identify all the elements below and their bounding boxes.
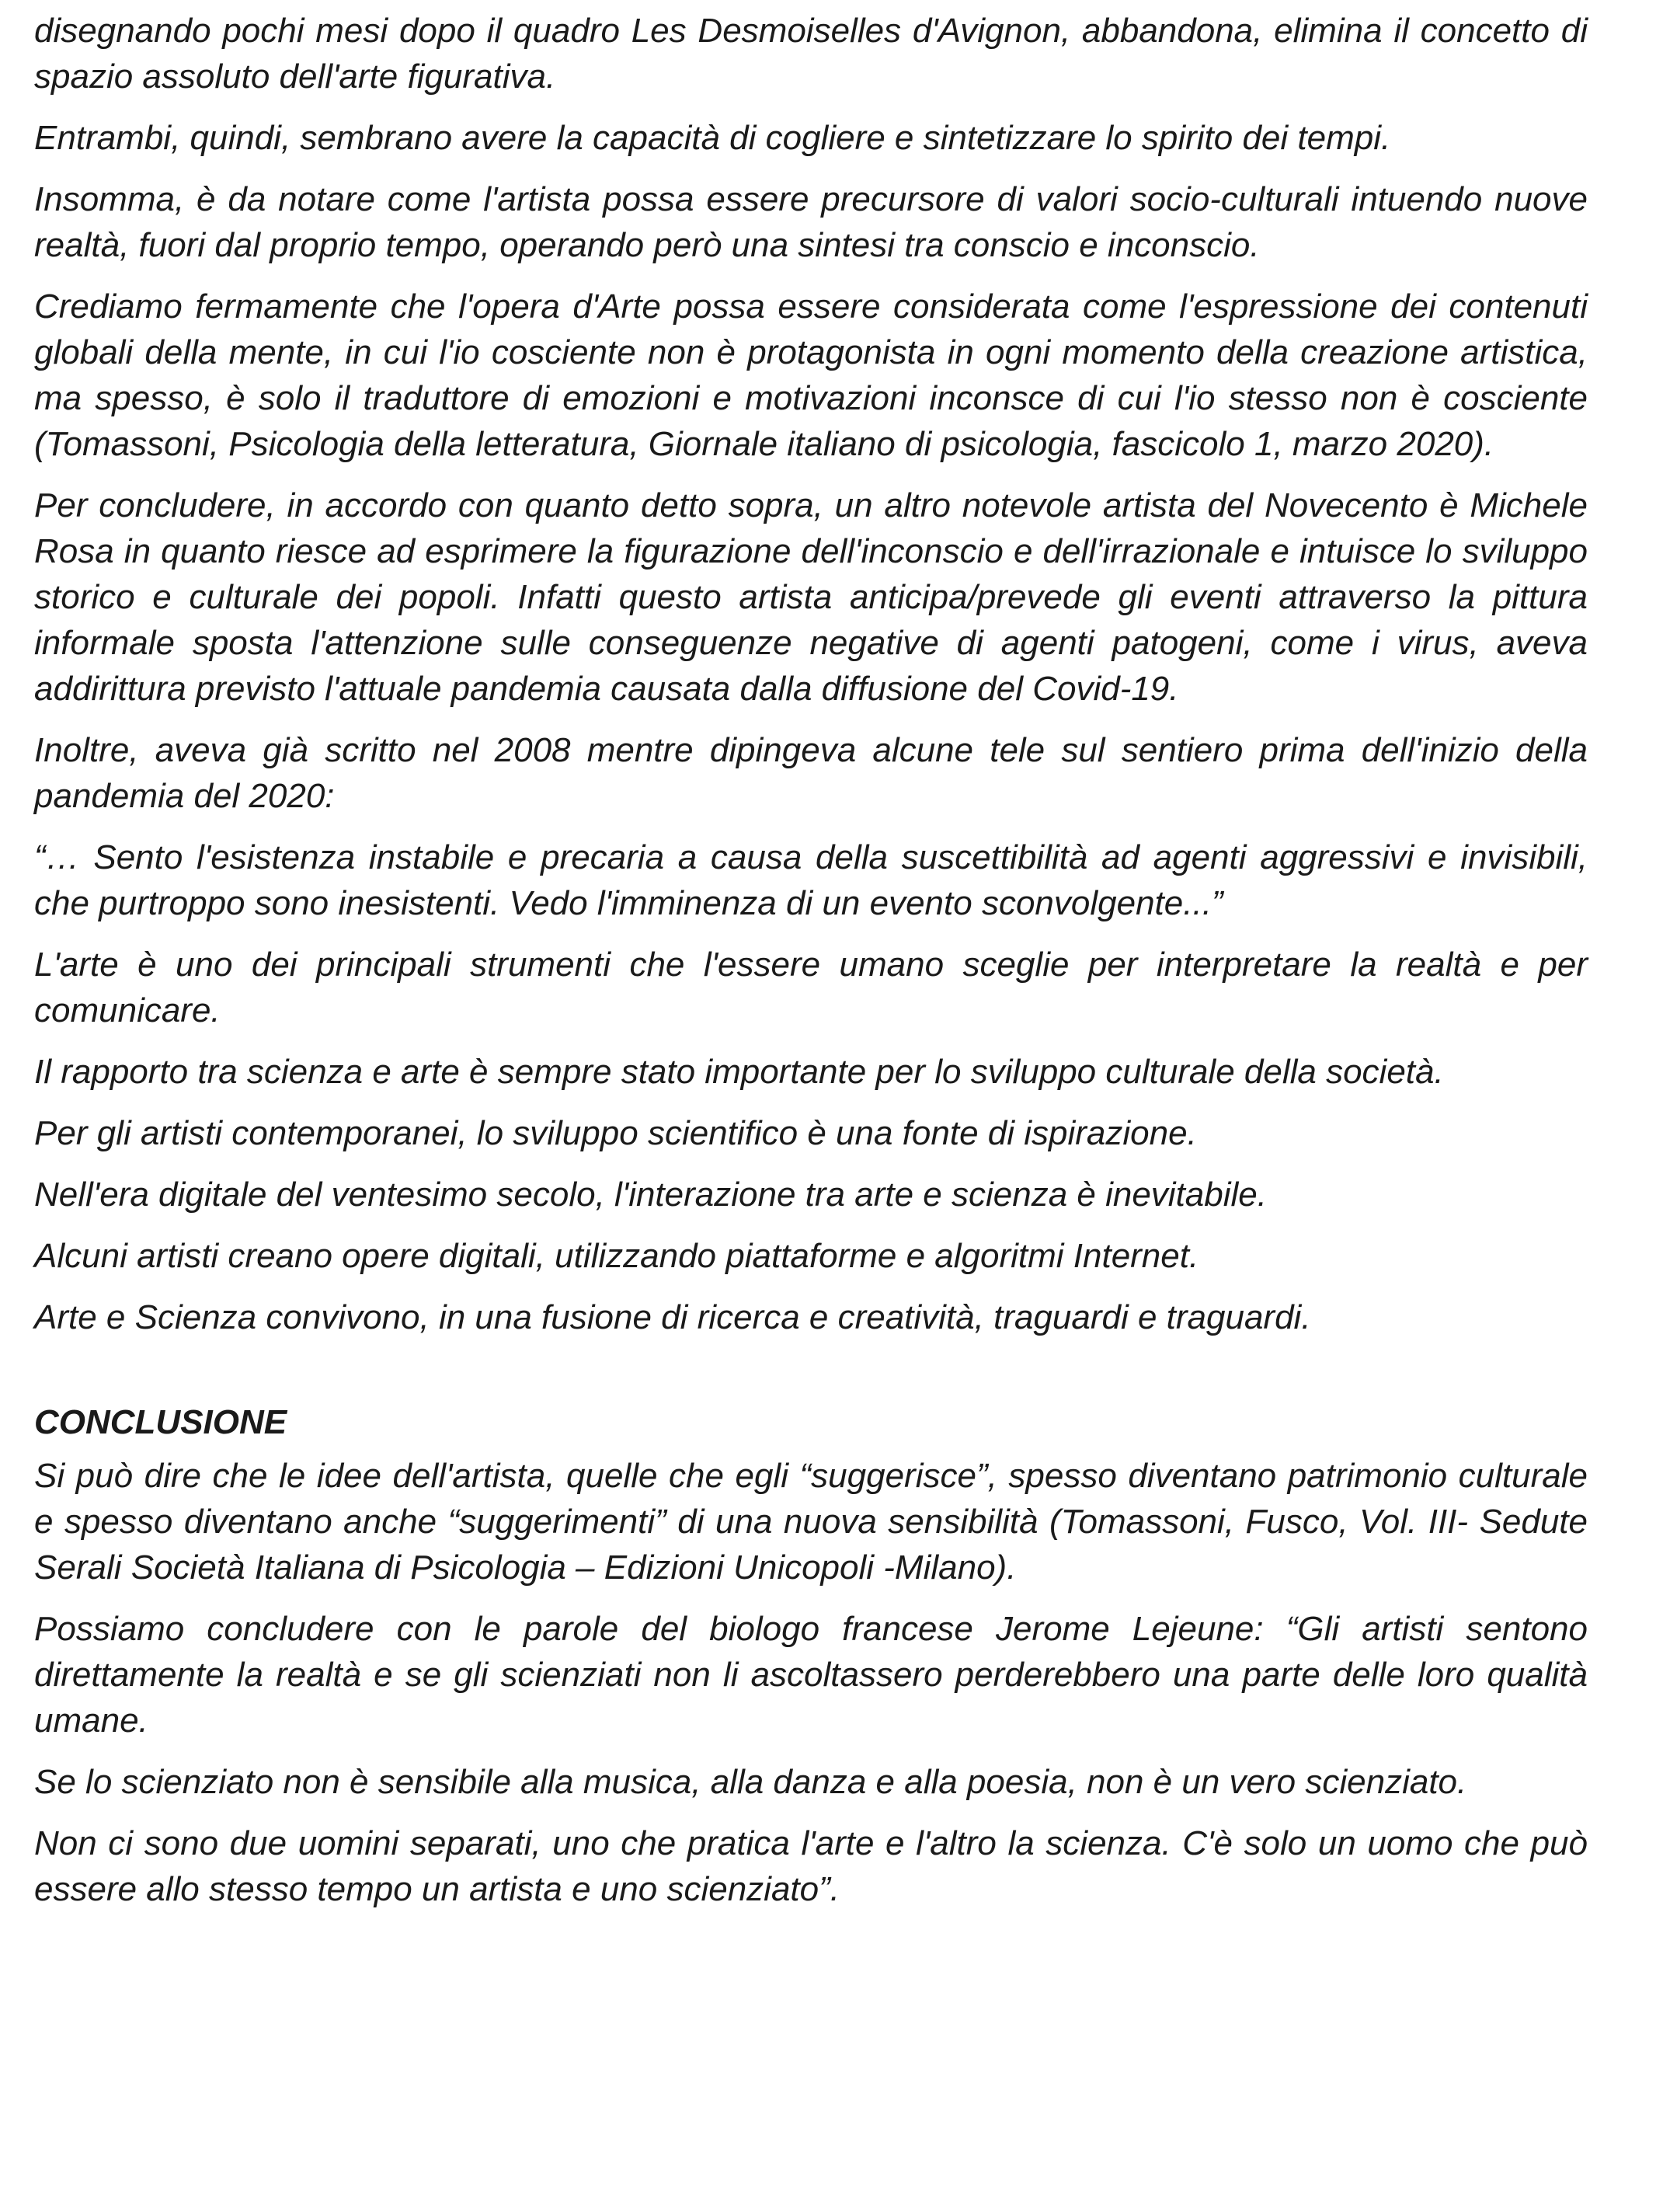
- paragraph: Possiamo concludere con le parole del biologo francese Jerome Lejeune: “Gli artisti sentono direttamente la realtà e se gli scienziati non li ascoltassero perderebbero una parte delle loro qualità umane.: [34, 1610, 1588, 1740]
- paragraph: Inoltre, aveva già scritto nel 2008 mentre dipingeva alcune tele sul sentiero prima dell'inizio della pandemia del 2020:: [34, 731, 1588, 815]
- paragraph: Entrambi, quindi, sembrano avere la capacità di cogliere e sintetizzare lo spirito dei tempi.: [34, 119, 1391, 157]
- paragraph: Crediamo fermamente che l'opera d'Arte possa essere considerata come l'espressione dei contenuti globali della mente, in cui l'io cosciente non è protagonista in ogni momento della creazione artistica, ma spesso, è solo il traduttore di emozioni e motivazioni inconsce di cui l'io stesso non è cosciente (Tomassoni, Psicologia della letteratura, Giornale italiano di psicologia, fascicolo 1, marzo 2020).: [34, 287, 1588, 463]
- paragraph: Arte e Scienza convivono, in una fusione di ricerca e creatività, traguardi e traguardi.: [34, 1298, 1311, 1336]
- section-heading: CONCLUSIONE: [34, 1403, 287, 1441]
- paragraph: Non ci sono due uomini separati, uno che pratica l'arte e l'altro la scienza. C'è solo un uomo che può essere allo stesso tempo un artista e uno scienziato”.: [34, 1824, 1588, 1908]
- document-page: [34, 8, 1588, 1928]
- paragraph: L'arte è uno dei principali strumenti che l'essere umano sceglie per interpretare la realtà e per comunicare.: [34, 946, 1588, 1029]
- paragraph: Per gli artisti contemporanei, lo sviluppo scientifico è una fonte di ispirazione.: [34, 1114, 1197, 1152]
- paragraph: Per concludere, in accordo con quanto detto sopra, un altro notevole artista del Novecento è Michele Rosa in quanto riesce ad esprimere la figurazione dell'inconscio e dell'irrazionale e intuisce lo sviluppo storico e culturale dei popoli. Infatti questo artista anticipa/prevede gli eventi attraverso la pittura informale sposta l'attenzione sulle conseguenze negative di agenti patogeni, come i virus, aveva addirittura previsto l'attuale pandemia causata dalla diffusione del Covid-19.: [34, 486, 1588, 708]
- paragraph: Il rapporto tra scienza e arte è sempre stato importante per lo sviluppo culturale della società.: [34, 1053, 1444, 1091]
- paragraph: Se lo scienziato non è sensibile alla musica, alla danza e alla poesia, non è un vero scienziato.: [34, 1763, 1467, 1801]
- paragraph: Alcuni artisti creano opere digitali, utilizzando piattaforme e algoritmi Internet.: [34, 1237, 1199, 1275]
- paragraph: Insomma, è da notare come l'artista possa essere precursore di valori socio-culturali intuendo nuove realtà, fuori dal proprio tempo, operando però una sintesi tra conscio e inconscio.: [34, 180, 1588, 264]
- quote-paragraph: “… Sento l'esistenza instabile e precaria a causa della suscettibilità ad agenti aggressivi e invisibili, che purtroppo sono inesistenti. Vedo l'imminenza di un evento sconvolgente...”: [34, 838, 1588, 922]
- paragraph: Si può dire che le idee dell'artista, quelle che egli “suggerisce”, spesso diventano patrimonio culturale e spesso diventano anche “suggerimenti” di una nuova sensibilità (Tomassoni, Fusco, Vol. III- Sedute Serali Società Italiana di Psicologia – Edizioni Unicopoli -Milano).: [34, 1457, 1588, 1587]
- paragraph: disegnando pochi mesi dopo il quadro Les Desmoiselles d'Avignon, abbandona, elimina il concetto di spazio assoluto dell'arte figurativa.: [34, 12, 1588, 96]
- paragraph: Nell'era digitale del ventesimo secolo, l'interazione tra arte e scienza è inevitabile.: [34, 1176, 1267, 1214]
